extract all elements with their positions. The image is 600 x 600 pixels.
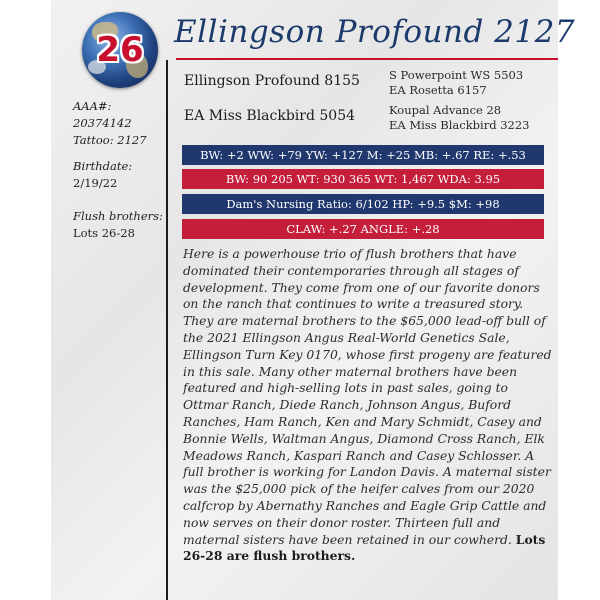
page-title: Ellingson Profound 2127 — [174, 14, 576, 50]
nursing-ratio-bar: Dam's Nursing Ratio: 6/102 HP: +9.5 $M: +98 — [182, 194, 544, 214]
tattoo-text: Tattoo: 2127 — [73, 133, 147, 147]
claw-angle-bar: CLAW: +.27 ANGLE: +.28 — [182, 219, 544, 239]
lot-globe-badge — [82, 12, 158, 88]
pedigree-dam: EA Miss Blackbird 5054 — [184, 108, 356, 124]
title-underline — [176, 58, 558, 60]
birthdate — [73, 158, 165, 192]
registration-number-text: AAA#: 20374142 — [73, 99, 132, 130]
pedigree-dam-sire: Koupal Advance 28 — [389, 103, 502, 117]
column-divider — [166, 60, 168, 600]
birthdate-value: 2/19/22 — [73, 176, 118, 190]
description-body: Here is a powerhouse trio of flush brothers that have dominated their contemporaries through all stages of development. They come from one of our favorite donors on the ranch that continues to write a treasured story. They are maternal brothers to the $65,000 lead-off bull of the 2021 Ellingson Angus Real-World Genetics Sale, Ellingson Turn Key 0170, whose first progeny are featured in this sale. Many other maternal brothers have been featured and high-selling lots in past sales, going to Ottmar Ranch, Diede Ranch, Johnson Angus, Buford Ranches, Ham Ranch, Ken and Mary Schmidt, Casey and Bonnie Wells, Waltman Angus, Diamond Cross Ranch, Elk Meadows Ranch, Kaspari Ranch and Casey Schlosser. A full brother is working for Landon Davis. A maternal sister was the $25,000 pick of the heifer calves from our 2020 calfcrop by Abernathy Ranches and Eagle Grip Cattle and now serves on their donor roster. Thirteen full and maternal sisters have been retained in our cowherd. — [183, 247, 552, 547]
tattoo — [73, 132, 165, 149]
birthdate-label: Birthdate: — [73, 159, 133, 173]
actual-weights-bar: BW: 90 205 WT: 930 365 WT: 1,467 WDA: 3.95 — [182, 169, 544, 189]
flush-brothers-value: Lots 26-28 — [73, 226, 135, 240]
flush-brothers-label: Flush brothers: — [73, 209, 163, 223]
lot-description — [183, 246, 552, 565]
description-closing: Lots 26-28 are flush brothers. — [183, 531, 546, 564]
registration-number — [73, 98, 165, 132]
pedigree-dam-dam: EA Miss Blackbird 3223 — [389, 118, 530, 132]
pedigree-sire: Ellingson Profound 8155 — [184, 73, 360, 89]
pedigree-sire-sire: S Powerpoint WS 5503 — [389, 68, 524, 82]
pedigree-sire-dam: EA Rosetta 6157 — [389, 83, 487, 97]
flush-brothers — [73, 208, 165, 242]
lot-number: 26 — [96, 30, 144, 70]
epd-bar: BW: +2 WW: +79 YW: +127 M: +25 MB: +.67 RE: +.53 — [182, 145, 544, 165]
